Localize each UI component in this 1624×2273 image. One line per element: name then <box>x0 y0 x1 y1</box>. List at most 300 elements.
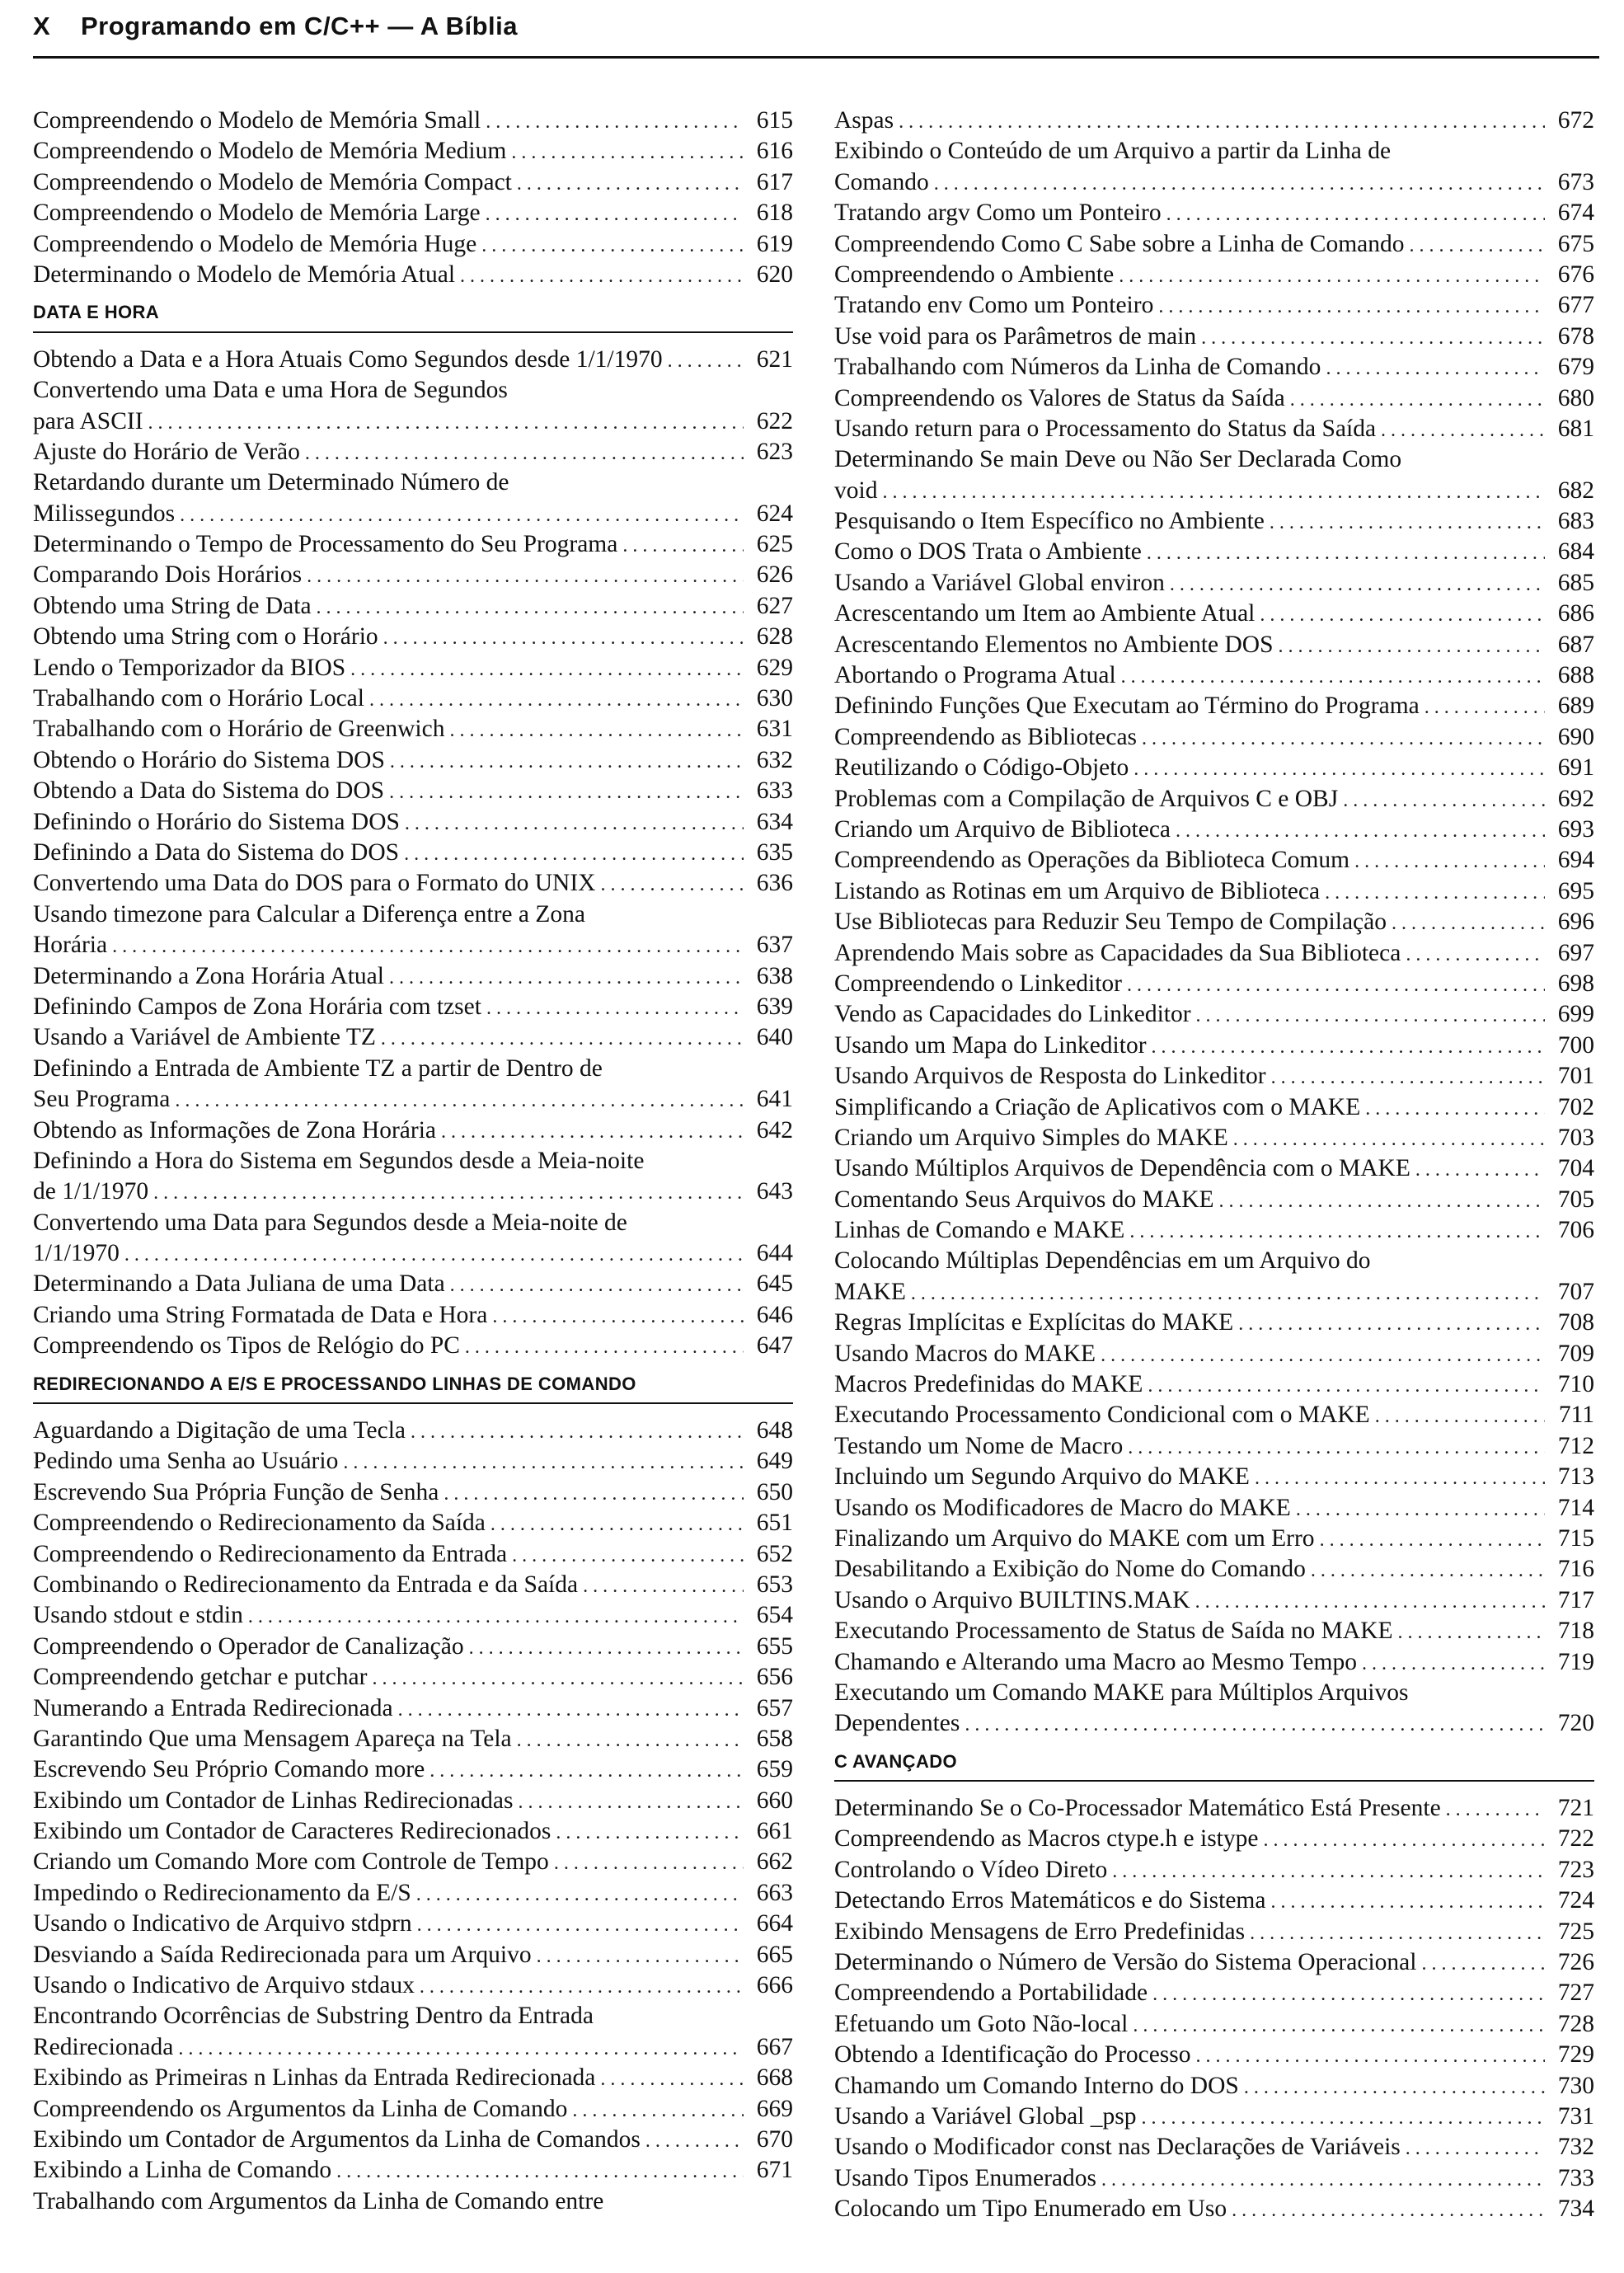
dot-leader <box>390 747 744 776</box>
dot-leader <box>1196 2041 1545 2070</box>
entry-title: Usando os Modificadores de Macro do MAKE <box>834 1494 1291 1521</box>
toc-entry <box>33 622 793 652</box>
entry-title: Trabalhando com o Horário de Greenwich <box>33 716 445 743</box>
dot-leader <box>1381 416 1545 444</box>
entry-page-number: 629 <box>756 654 793 681</box>
dot-leader <box>1101 1341 1545 1369</box>
toc-entry <box>33 260 793 290</box>
dot-leader <box>1129 1217 1545 1246</box>
section-rule <box>33 1402 793 1404</box>
entry-page-number: 702 <box>1557 1093 1594 1120</box>
entry-page-number: 716 <box>1557 1556 1594 1583</box>
entry-title: de 1/1/1970 <box>33 1178 149 1205</box>
toc-entry <box>834 2102 1594 2132</box>
dot-leader <box>486 107 744 136</box>
toc-entry <box>33 1847 793 1877</box>
entry-title: Compreendendo getchar e putchar <box>33 1664 368 1691</box>
dot-leader <box>1250 1918 1545 1947</box>
entry-title: Compreendendo o Operador de Canalização <box>33 1632 464 1660</box>
toc-entry <box>834 907 1594 937</box>
toc-entry <box>834 352 1594 383</box>
toc-entry <box>834 2071 1594 2102</box>
dot-leader <box>450 1270 744 1299</box>
dot-leader <box>512 1541 744 1570</box>
toc-entry <box>33 2155 793 2186</box>
entry-page-number: 663 <box>756 1879 793 1906</box>
entry-page-number: 730 <box>1557 2072 1594 2099</box>
entry-page-number: 711 <box>1558 1402 1594 1429</box>
toc-entry <box>33 2032 793 2063</box>
dot-leader <box>622 531 744 560</box>
toc-entry <box>33 1508 793 1538</box>
entry-title: Obtendo a Data do Sistema do DOS <box>33 777 385 805</box>
dot-leader <box>1238 1309 1545 1338</box>
entry-page-number: 615 <box>756 107 793 134</box>
toc-entry <box>834 2132 1594 2163</box>
dot-leader <box>444 1479 744 1508</box>
entry-page-number: 624 <box>756 500 793 527</box>
entry-page-number: 645 <box>756 1270 793 1298</box>
dot-leader <box>486 200 744 228</box>
dot-leader <box>175 1086 744 1115</box>
dot-leader <box>1158 292 1545 321</box>
entry-title: Trabalhando com o Horário Local <box>33 685 364 712</box>
toc-entry <box>33 1416 793 1446</box>
toc-entry <box>33 467 793 498</box>
toc-entry <box>834 938 1594 969</box>
toc-entry <box>834 106 1594 136</box>
toc-entry <box>834 322 1594 352</box>
entry-title: Vendo as Capacidades do Linkeditor <box>834 1001 1191 1028</box>
entry-title: Use Bibliotecas para Reduzir Seu Tempo de Compilação <box>834 909 1387 936</box>
entry-title: Compreendendo os Argumentos da Linha de Comando <box>33 2095 568 2122</box>
entry-title: Convertendo uma Data e uma Hora de Segundos <box>33 377 508 404</box>
toc-entry <box>834 630 1594 660</box>
toc-entry <box>33 229 793 260</box>
entry-page-number: 698 <box>1557 970 1594 997</box>
dot-leader <box>668 346 744 375</box>
toc-entry <box>33 1940 793 1970</box>
entry-page-number: 697 <box>1557 939 1594 966</box>
toc-entry <box>834 1708 1594 1739</box>
dot-leader <box>1343 786 1545 815</box>
toc-entry <box>834 1947 1594 1978</box>
entry-page-number: 669 <box>756 2095 793 2122</box>
toc-entry <box>834 1886 1594 1916</box>
toc-entry <box>33 1754 793 1785</box>
dot-leader <box>537 1942 744 1970</box>
toc-entry <box>834 1917 1594 1947</box>
entry-page-number: 623 <box>756 438 793 465</box>
entry-page-number: 703 <box>1557 1124 1594 1151</box>
entry-title: Garantindo Que uma Mensagem Apareça na Tela <box>33 1725 512 1752</box>
entry-title: Tratando env Como um Ponteiro <box>834 292 1154 319</box>
entry-page-number: 701 <box>1557 1063 1594 1090</box>
entry-page-number: 690 <box>1557 723 1594 750</box>
dot-leader <box>965 1710 1545 1739</box>
entry-title: Determinando a Zona Horária Atual <box>33 962 384 989</box>
dot-leader <box>1392 909 1545 937</box>
entry-page-number: 666 <box>756 1972 793 1999</box>
entry-title: Detectando Erros Matemáticos e do Sistema <box>834 1887 1266 1914</box>
entry-title: Obtendo o Horário do Sistema DOS <box>33 746 385 773</box>
entry-title: Abortando o Programa Atual <box>834 662 1116 689</box>
entry-page-number: 705 <box>1557 1186 1594 1213</box>
entry-title: Usando Múltiplos Arquivos de Dependência com o MAKE <box>834 1155 1410 1182</box>
entry-page-number: 656 <box>756 1664 793 1691</box>
toc-entry <box>834 1647 1594 1678</box>
entry-title: Reutilizando o Código-Objeto <box>834 754 1129 782</box>
entry-title: Aguardando a Digitação de uma Tecla <box>33 1417 406 1444</box>
entry-page-number: 688 <box>1557 662 1594 689</box>
entry-title: Exibindo o Conteúdo de um Arquivo a partir da Linha de <box>834 138 1392 165</box>
toc-entry <box>834 1369 1594 1400</box>
entry-title: Compreendendo as Bibliotecas <box>834 723 1138 750</box>
toc-entry <box>834 1215 1594 1246</box>
entry-title: Exibindo um Contador de Caracteres Redirecionados <box>33 1818 552 1845</box>
entry-title: Criando um Arquivo Simples do MAKE <box>834 1124 1228 1151</box>
toc-entry <box>834 414 1594 444</box>
toc-entry <box>33 2125 793 2155</box>
entry-title: Seu Programa <box>33 1086 171 1113</box>
entry-page-number: 724 <box>1557 1887 1594 1914</box>
dot-leader <box>1409 231 1545 260</box>
dot-leader <box>305 439 744 467</box>
dot-leader <box>519 1787 744 1816</box>
entry-page-number: 687 <box>1557 631 1594 658</box>
entry-page-number: 649 <box>756 1448 793 1475</box>
toc-entry <box>834 691 1594 721</box>
dot-leader <box>1119 261 1545 290</box>
section-rule <box>33 331 793 333</box>
entry-page-number: 704 <box>1557 1155 1594 1182</box>
entry-title: Definindo a Data do Sistema do DOS <box>33 838 400 866</box>
toc-entry <box>33 714 793 744</box>
entry-title: Determinando Se main Deve ou Não Ser Declarada Como <box>834 446 1402 473</box>
entry-title: Usando Macros do MAKE <box>834 1340 1096 1367</box>
entry-title: Usando o Indicativo de Arquivo stdprn <box>33 1910 412 1937</box>
toc-entry <box>33 1786 793 1816</box>
entry-title: Exibindo a Linha de Comando <box>33 2157 332 2184</box>
dot-leader <box>469 1633 744 1662</box>
dot-leader <box>490 1510 744 1538</box>
dot-leader <box>1195 1587 1545 1616</box>
entry-page-number: 734 <box>1557 2196 1594 2223</box>
toc-entry <box>33 106 793 136</box>
entry-title: Numerando a Entrada Redirecionada <box>33 1694 393 1721</box>
entry-page-number: 650 <box>756 1478 793 1505</box>
entry-title: Compreendendo a Portabilidade <box>834 1979 1148 2007</box>
entry-title: Problemas com a Compilação de Arquivos C e OBJ <box>834 785 1339 812</box>
toc-entry <box>33 899 793 930</box>
toc-entry <box>834 506 1594 537</box>
entry-title: Compreendendo o Modelo de Memória Huge <box>33 230 477 257</box>
entry-title: Usando o Modificador const nas Declarações de Variáveis <box>834 2134 1401 2161</box>
entry-title: Compreendendo o Redirecionamento da Entrada <box>33 1540 508 1567</box>
toc-entry <box>834 1246 1594 1276</box>
toc-entry <box>33 653 793 683</box>
entry-title: Compreendendo o Ambiente <box>834 261 1115 288</box>
entry-page-number: 727 <box>1557 1979 1594 2007</box>
entry-page-number: 694 <box>1557 847 1594 874</box>
entry-page-number: 626 <box>756 561 793 589</box>
dot-leader <box>1270 1887 1545 1916</box>
entry-title: Trabalhando com Argumentos da Linha de Comando entre <box>33 2187 604 2214</box>
entry-title: Criando um Arquivo de Biblioteca <box>834 815 1171 843</box>
toc-entry <box>834 1123 1594 1153</box>
dot-leader <box>572 2096 744 2125</box>
entry-page-number: 619 <box>756 230 793 257</box>
entry-page-number: 725 <box>1557 1918 1594 1945</box>
toc-entry <box>834 753 1594 783</box>
toc-entry <box>834 1493 1594 1524</box>
toc-entry <box>33 1269 793 1299</box>
entry-page-number: 672 <box>1557 107 1594 134</box>
entry-page-number: 679 <box>1557 354 1594 381</box>
toc-entry <box>33 1022 793 1053</box>
toc-entry <box>33 1446 793 1477</box>
entry-page-number: 639 <box>756 993 793 1020</box>
entry-page-number: 707 <box>1557 1278 1594 1305</box>
entry-page-number: 643 <box>756 1178 793 1205</box>
dot-leader <box>1147 538 1545 567</box>
entry-title: Compreendendo os Tipos de Relógio do PC <box>33 1332 460 1360</box>
header-rule <box>33 56 1599 59</box>
toc-entry <box>834 2194 1594 2224</box>
dot-leader <box>1219 1186 1545 1215</box>
entry-title: Comando <box>834 168 929 195</box>
toc-entry <box>33 683 793 714</box>
toc-entry <box>33 560 793 590</box>
entry-page-number: 617 <box>756 168 793 195</box>
dot-leader <box>1170 570 1545 599</box>
entry-title: void <box>834 477 878 504</box>
entry-page-number: 620 <box>756 261 793 288</box>
book-title: Programando em C/C++ — A Bíblia <box>81 12 518 40</box>
entry-title: para ASCII <box>33 407 143 434</box>
toc-entry <box>33 1084 793 1115</box>
dot-leader <box>600 2064 744 2093</box>
toc-entry <box>33 136 793 167</box>
entry-page-number: 685 <box>1557 569 1594 596</box>
dot-leader <box>934 169 1545 198</box>
entry-page-number: 699 <box>1557 1001 1594 1028</box>
entry-page-number: 640 <box>756 1024 793 1051</box>
toc-entry <box>834 167 1594 198</box>
entry-page-number: 676 <box>1557 261 1594 288</box>
dot-leader <box>1142 2103 1546 2132</box>
toc-entry <box>33 499 793 529</box>
dot-leader <box>1121 662 1545 691</box>
dot-leader <box>404 839 744 868</box>
toc-entry <box>834 444 1594 475</box>
entry-page-number: 664 <box>756 1910 793 1937</box>
entry-page-number: 718 <box>1557 1618 1594 1645</box>
entry-title: Trabalhando com Números da Linha de Comando <box>834 354 1321 381</box>
entry-page-number: 628 <box>756 623 793 650</box>
toc-entry <box>33 2063 793 2093</box>
entry-page-number: 653 <box>756 1571 793 1598</box>
toc-entry <box>834 1678 1594 1708</box>
entry-title: Determinando o Modelo de Memória Atual <box>33 261 456 288</box>
entry-page-number: 634 <box>756 808 793 835</box>
entry-title: Compreendendo o Modelo de Memória Compact <box>33 168 512 195</box>
toc-entry <box>834 1153 1594 1184</box>
dot-leader <box>180 500 744 529</box>
entry-title: Simplificando a Criação de Aplicativos com o MAKE <box>834 1093 1361 1120</box>
entry-page-number: 708 <box>1557 1309 1594 1336</box>
dot-leader <box>449 716 744 744</box>
entry-page-number: 732 <box>1557 2134 1594 2161</box>
entry-page-number: 671 <box>756 2157 793 2184</box>
entry-page-number: 631 <box>756 716 793 743</box>
dot-leader <box>1406 2134 1545 2163</box>
entry-title: Definindo Campos de Zona Horária com tzset <box>33 993 481 1020</box>
entry-title: Compreendendo Como C Sabe sobre a Linha de Comando <box>834 230 1405 257</box>
dot-leader <box>899 107 1545 136</box>
dot-leader <box>1365 1094 1545 1123</box>
toc-entry <box>834 229 1594 260</box>
entry-title: Obtendo a Data e a Hora Atuais Como Segundos desde 1/1/1970 <box>33 345 663 373</box>
entry-page-number: 695 <box>1557 877 1594 904</box>
dot-leader <box>1260 600 1545 629</box>
entry-page-number: 622 <box>756 407 793 434</box>
entry-page-number: 731 <box>1557 2103 1594 2130</box>
entry-title: Determinando o Número de Versão do Sistema Operacional <box>834 1949 1417 1976</box>
dot-leader <box>481 231 744 260</box>
dot-leader <box>1127 970 1545 999</box>
dot-leader <box>1415 1155 1545 1184</box>
dot-leader <box>1142 724 1545 753</box>
toc-entry <box>834 260 1594 290</box>
toc-entry <box>33 1570 793 1600</box>
dot-leader <box>1446 1795 1545 1824</box>
entry-page-number: 661 <box>756 1818 793 1845</box>
entry-page-number: 684 <box>1557 538 1594 566</box>
toc-entry <box>834 1824 1594 1854</box>
toc-entry <box>33 1600 793 1631</box>
entry-page-number: 668 <box>756 2064 793 2092</box>
toc-entry <box>834 599 1594 629</box>
dot-leader <box>372 1664 744 1693</box>
entry-title: Acrescentando um Item ao Ambiente Atual <box>834 600 1256 627</box>
entry-title: Executando Processamento de Status de Saída no MAKE <box>834 1618 1393 1645</box>
toc-entry <box>33 2001 793 2031</box>
dot-leader <box>882 477 1545 506</box>
entry-title: Escrevendo Seu Próprio Comando more <box>33 1756 425 1783</box>
toc-entry <box>834 1524 1594 1554</box>
dot-leader <box>417 1910 744 1939</box>
dot-leader <box>1128 1433 1545 1462</box>
entry-title: Efetuando um Goto Não-local <box>834 2010 1129 2037</box>
dot-leader <box>465 1332 744 1361</box>
entry-title: Pedindo uma Senha ao Usuário <box>33 1448 339 1475</box>
dot-leader <box>517 169 744 198</box>
entry-title: Compreendendo as Macros ctype.h e istype <box>834 1825 1259 1853</box>
entry-page-number: 696 <box>1557 909 1594 936</box>
toc-entry <box>33 1238 793 1269</box>
entry-page-number: 652 <box>756 1540 793 1567</box>
toc-entry <box>33 1816 793 1847</box>
entry-title: Aprendendo Mais sobre as Capacidades da Sua Biblioteca <box>834 939 1401 966</box>
entry-title: Horária <box>33 932 108 959</box>
entry-title: Desviando a Saída Redirecionada para um Arquivo <box>33 1941 532 1968</box>
entry-page-number: 715 <box>1557 1524 1594 1552</box>
entry-page-number: 655 <box>756 1632 793 1660</box>
toc-entry <box>33 375 793 406</box>
entry-title: Escrevendo Sua Própria Função de Senha <box>33 1478 439 1505</box>
dot-leader <box>1133 2011 1545 2040</box>
dot-leader <box>1148 1371 1545 1400</box>
toc-entry <box>33 1054 793 1084</box>
entry-title: Exibindo um Contador de Linhas Redirecionadas <box>33 1787 514 1814</box>
entry-title: Determinando a Data Juliana de uma Data <box>33 1270 445 1298</box>
entry-page-number: 641 <box>756 1086 793 1113</box>
dot-leader <box>1196 1001 1545 1030</box>
entry-title: Usando Tipos Enumerados <box>834 2164 1096 2191</box>
entry-title: Usando return para o Processamento do Status da Saída <box>834 415 1377 442</box>
entry-page-number: 683 <box>1557 508 1594 535</box>
entry-page-number: 665 <box>756 1941 793 1968</box>
entry-title: Lendo o Temporizador da BIOS <box>33 654 346 681</box>
entry-title: Definindo Funções Que Executam ao Término do Programa <box>834 693 1420 720</box>
entry-title: Acrescentando Elementos no Ambiente DOS <box>834 631 1274 658</box>
dot-leader <box>350 655 744 683</box>
dot-leader <box>1375 1402 1545 1430</box>
toc-entry <box>33 345 793 375</box>
entry-page-number: 721 <box>1557 1795 1594 1822</box>
entry-page-number: 633 <box>756 777 793 805</box>
entry-title: Exibindo as Primeiras n Linhas da Entrada Redirecionada <box>33 2064 596 2092</box>
entry-title: Definindo a Entrada de Ambiente TZ a partir de Dentro de <box>33 1054 603 1082</box>
toc-entry <box>33 992 793 1022</box>
dot-leader <box>1255 1463 1545 1492</box>
entry-title: Macros Predefinidas do MAKE <box>834 1371 1143 1398</box>
entry-page-number: 627 <box>756 592 793 619</box>
entry-page-number: 642 <box>756 1116 793 1144</box>
toc-entry <box>33 1970 793 2001</box>
entry-page-number: 677 <box>1557 292 1594 319</box>
dot-leader <box>911 1279 1545 1308</box>
dot-leader <box>511 138 744 167</box>
entry-page-number: 670 <box>756 2126 793 2153</box>
entry-title: Criando um Comando More com Controle de Tempo <box>33 1848 549 1876</box>
toc-entry <box>834 722 1594 753</box>
toc-entry <box>834 1061 1594 1092</box>
dot-leader <box>1152 1032 1545 1061</box>
entry-title: Usando a Variável Global _psp <box>834 2103 1137 2130</box>
entry-page-number: 651 <box>756 1510 793 1537</box>
dot-leader <box>517 1726 744 1754</box>
toc-entry <box>33 167 793 198</box>
toc-entry <box>33 930 793 960</box>
entry-title: Usando stdout e stdin <box>33 1602 243 1629</box>
entry-page-number: 728 <box>1557 2010 1594 2037</box>
toc-entry <box>834 845 1594 876</box>
toc-entry <box>33 1662 793 1693</box>
dot-leader <box>486 993 744 1022</box>
toc-entry <box>834 290 1594 321</box>
dot-leader <box>369 685 744 714</box>
entry-title: Chamando um Comando Interno do DOS <box>834 2072 1239 2099</box>
toc-entry <box>33 1146 793 1176</box>
toc-entry <box>834 2040 1594 2070</box>
dot-leader <box>1244 2073 1545 2102</box>
entry-page-number: 678 <box>1557 322 1594 350</box>
entry-page-number: 719 <box>1557 1648 1594 1675</box>
dot-leader <box>1201 323 1545 352</box>
toc-entry <box>834 1031 1594 1061</box>
